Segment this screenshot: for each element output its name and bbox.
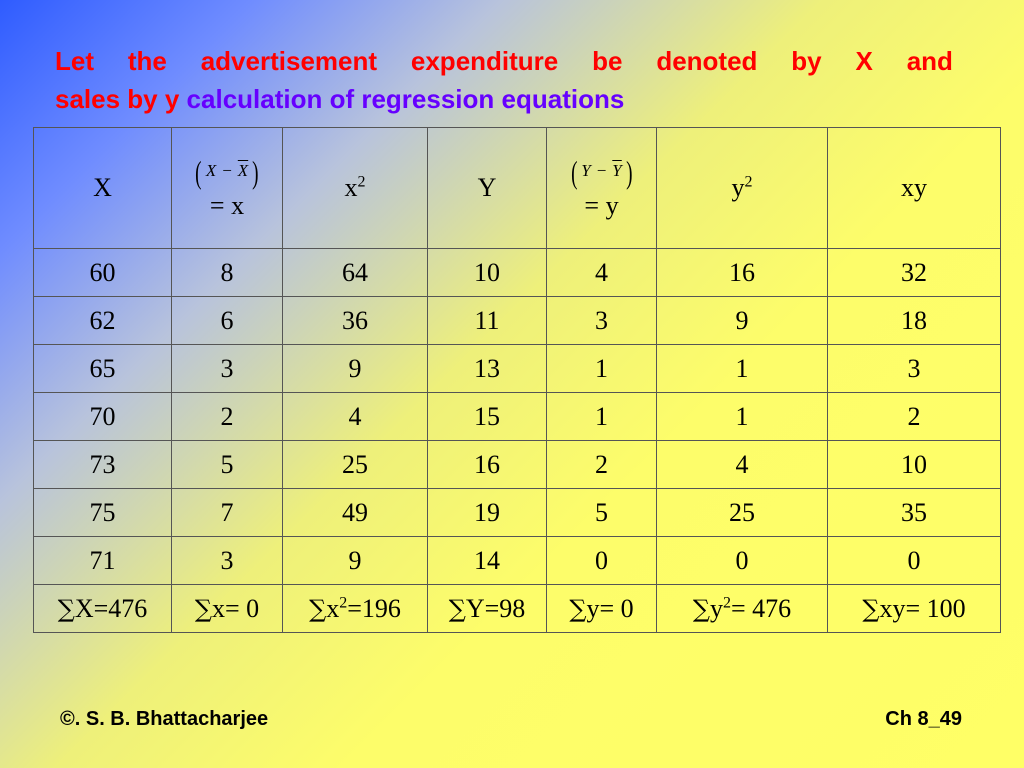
table-cell: 0 <box>657 537 828 585</box>
table-cell: 0 <box>547 537 657 585</box>
table-cell: 65 <box>34 345 172 393</box>
table-cell: 25 <box>657 489 828 537</box>
total-y: ∑y= 0 <box>547 585 657 633</box>
table-cell: 36 <box>283 297 428 345</box>
sigma-icon: ∑ <box>692 594 710 623</box>
title-word: X <box>855 46 873 76</box>
deviation-y-formula: ( Y − $\overline{Y}$ ) <box>570 153 633 190</box>
header-deviation-y: ( Y − $\overline{Y}$ ) = y <box>547 128 657 249</box>
sigma-icon: ∑ <box>448 594 466 623</box>
title-word: advertisement <box>200 46 378 76</box>
table-row <box>34 345 1001 393</box>
total-Y: ∑Y=98 <box>428 585 547 633</box>
title-word: be <box>592 46 623 76</box>
table-cell: 4 <box>657 441 828 489</box>
title-word: expenditure <box>410 46 559 76</box>
header-X: X <box>34 128 172 249</box>
table-cell: 1 <box>657 393 828 441</box>
sigma-icon: ∑ <box>309 594 327 623</box>
table-cell: 13 <box>428 345 547 393</box>
table-cell: 9 <box>283 537 428 585</box>
sigma-icon: ∑ <box>569 594 587 623</box>
table-cell: 35 <box>828 489 1001 537</box>
table-row <box>34 249 1001 297</box>
table-cell: 9 <box>283 345 428 393</box>
table-row <box>34 537 1001 585</box>
table-cell: 2 <box>172 393 283 441</box>
header-xy: xy <box>828 128 1001 249</box>
slide-title <box>55 42 953 118</box>
table-cell: 14 <box>428 537 547 585</box>
sigma-icon: ∑ <box>57 594 75 623</box>
table-cell: 0 <box>828 537 1001 585</box>
header-y-squared: $y^2$ <box>657 128 828 249</box>
table-cell: 4 <box>283 393 428 441</box>
table-cell: 60 <box>34 249 172 297</box>
title-red-text: sales by y <box>55 84 180 114</box>
table-cell: 16 <box>657 249 828 297</box>
table-cell: 2 <box>828 393 1001 441</box>
table-cell: 5 <box>172 441 283 489</box>
header-deviation-x: ( X − $\overline{X}$ ) = x <box>172 128 283 249</box>
table-cell: 49 <box>283 489 428 537</box>
table-cell: 2 <box>547 441 657 489</box>
table-cell: 75 <box>34 489 172 537</box>
table-cell: 11 <box>428 297 547 345</box>
total-x-squared: $\sum x^2=196$ <box>283 585 428 633</box>
table-cell: 1 <box>547 393 657 441</box>
title-word: denoted <box>656 46 758 76</box>
table-cell: 16 <box>428 441 547 489</box>
header-row <box>34 128 1001 249</box>
title-line-1 <box>55 42 953 80</box>
title-word: the <box>127 46 167 76</box>
sigma-icon: ∑ <box>862 594 880 623</box>
table-cell: 62 <box>34 297 172 345</box>
table-cell: 3 <box>547 297 657 345</box>
total-x: ∑x= 0 <box>172 585 283 633</box>
table-cell: 3 <box>172 345 283 393</box>
table-cell: 3 <box>828 345 1001 393</box>
table-cell: 6 <box>172 297 283 345</box>
table-row <box>34 441 1001 489</box>
table-cell: 10 <box>828 441 1001 489</box>
table-row <box>34 297 1001 345</box>
deviation-x-formula: ( X − $\overline{X}$ ) <box>195 153 259 190</box>
totals-row <box>34 585 1001 633</box>
slide-number: Ch 8_49 <box>885 708 962 730</box>
table-cell: 3 <box>172 537 283 585</box>
header-x-squared: $x^2$ <box>283 128 428 249</box>
title-blue-text: calculation of regression equations <box>186 84 625 114</box>
table-cell: 9 <box>657 297 828 345</box>
title-word: Let <box>55 46 94 76</box>
table-cell: 7 <box>172 489 283 537</box>
table-row <box>34 393 1001 441</box>
table-cell: 10 <box>428 249 547 297</box>
table-cell: 25 <box>283 441 428 489</box>
table-cell: 1 <box>547 345 657 393</box>
table-cell: 5 <box>547 489 657 537</box>
sigma-icon: ∑ <box>194 594 212 623</box>
table-cell: 73 <box>34 441 172 489</box>
title-line-2 <box>55 80 953 118</box>
table-cell: 70 <box>34 393 172 441</box>
table-cell: 71 <box>34 537 172 585</box>
table-cell: 64 <box>283 249 428 297</box>
title-word: and <box>906 46 953 76</box>
header-Y: Y <box>428 128 547 249</box>
table-row <box>34 489 1001 537</box>
total-y-squared: $\sum y^2= 476$ <box>657 585 828 633</box>
table-cell: 15 <box>428 393 547 441</box>
table-cell: 1 <box>657 345 828 393</box>
total-X: ∑X=476 <box>34 585 172 633</box>
total-xy: ∑xy= 100 <box>828 585 1001 633</box>
table-cell: 18 <box>828 297 1001 345</box>
table-cell: 8 <box>172 249 283 297</box>
table-cell: 32 <box>828 249 1001 297</box>
copyright-text: ©. S. B. Bhattacharjee <box>60 708 269 730</box>
table-cell: 4 <box>547 249 657 297</box>
title-word: by <box>791 46 822 76</box>
regression-table <box>33 127 1001 633</box>
table-cell: 19 <box>428 489 547 537</box>
